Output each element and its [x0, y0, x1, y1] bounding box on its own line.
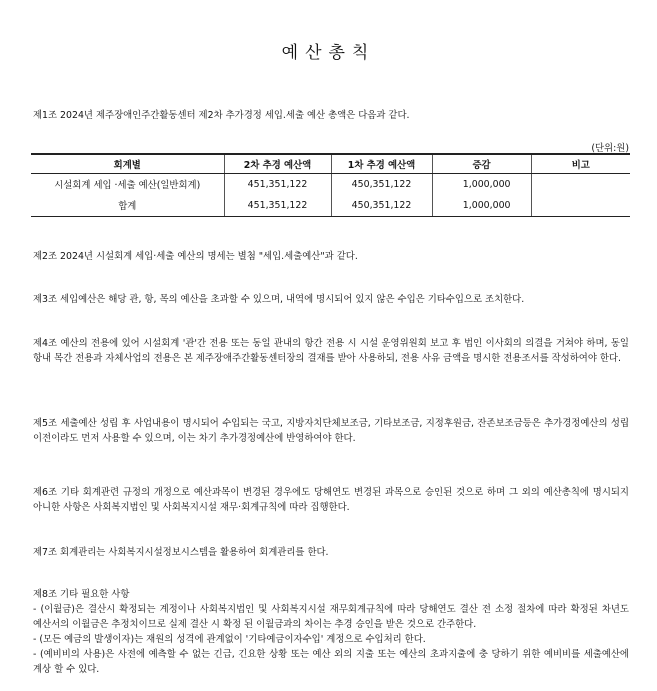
article-8: [33, 587, 629, 677]
table-header-cell: 2차 추경 예산액: [224, 154, 331, 174]
table-cell: 451,351,122: [224, 174, 331, 195]
article-6: 제6조 기타 회계관련 규정의 개정으로 예산과목이 변경된 경우에도 당해연도 변경된 과목으로 승인된 것으로 하며 그 외의 예산총칙에 명시되지 아니한 사항은 사회복지법인 및 사회복지시설 재무·회계규칙에 따라 집행한다.: [33, 487, 629, 513]
list-item: - (이월금)은 결산시 확정되는 계정이나 사회복지법인 및 사회복지시설 재무회계규칙에 따라 당해연도 결산 전 소정 절차에 따라 확정된 차년도 예산서의 이월금은 추정치이므로 실제 결산 시 확정 된 이월금과의 차이는 추경 승인을 받은 것으로 간주한다.: [33, 604, 629, 630]
table-cell: [531, 194, 630, 217]
article-5: 제5조 세출예산 성립 후 사업내용이 명시되어 수입되는 국고, 지방자치단체보조금, 기타보조금, 지정후원금, 잔존보조금등은 추가경정예산의 성립 이전이라도 먼저 사용할 수 있으며, 이는 차기 추가경정예산에 반영하여야 한다.: [33, 418, 629, 444]
unit-note: (단위:원): [591, 143, 629, 154]
table-cell: 1,000,000: [432, 194, 531, 217]
article-7: 제7조 회계관리는 사회복지시설정보시스템을 활용하여 회계관리를 한다.: [33, 547, 329, 558]
article-3: 제3조 세입예산은 해당 관, 항, 목의 예산을 초과할 수 있으며, 내역에 명시되어 있지 않은 수입은 기타수입으로 조치한다.: [33, 294, 525, 305]
article-4: 제4조 예산의 전용에 있어 시설회계 '관'간 전용 또는 동일 관내의 항간 전용 시 시설 운영위원회 보고 후 법인 이사회의 의결을 거쳐야 하며, 동일 항내 목간 전용과 자체사업의 전용은 본 제주장애주간활동센터장의 결재를 받아 사용하되, 전용 사유 금액을 명시한 전용조서를 작성하여야 한다.: [33, 338, 629, 364]
page-title: 예산총칙: [281, 43, 376, 63]
article-2: 제2조 2024년 시설회계 세입·세출 예산의 명세는 별첨 "세입.세출예산"과 같다.: [33, 251, 358, 262]
table-row: [31, 174, 630, 195]
table-cell: [531, 174, 630, 195]
list-item: - (예비비의 사용)은 사전에 예측할 수 없는 긴급, 긴요한 상황 또는 예산 외의 지출 또는 예산의 초과지출에 충 당하기 위한 예비비를 세출예산에 계상 할 수 있다.: [33, 649, 629, 675]
table-header-cell: 회계별: [31, 154, 224, 174]
table-header-row: [31, 154, 630, 174]
budget-summary-table: [31, 153, 630, 217]
table-cell: 451,351,122: [224, 194, 331, 217]
table-cell: 450,351,122: [331, 174, 432, 195]
table-cell: 합계: [31, 194, 224, 217]
article-8-heading: 제8조 기타 필요한 사항: [33, 589, 130, 600]
list-item: - (모든 예금의 발생이자)는 재원의 성격에 관계없이 '기타예금이자수입' 계정으로 수입처리 한다.: [33, 634, 426, 645]
table-header-cell: 1차 추경 예산액: [331, 154, 432, 174]
table-cell: 시설회계 세입 ·세출 예산(일반회계): [54, 180, 201, 191]
table-header-cell: 비고: [531, 154, 630, 174]
table-header-cell: 증감: [432, 154, 531, 174]
table-cell: 1,000,000: [432, 174, 531, 195]
table-row-total: [31, 194, 630, 217]
article-1: 제1조 2024년 제주장애인주간활동센터 제2차 추가경정 세입.세출 예산 총액은 다음과 같다.: [33, 110, 410, 121]
table-cell: 450,351,122: [331, 194, 432, 217]
